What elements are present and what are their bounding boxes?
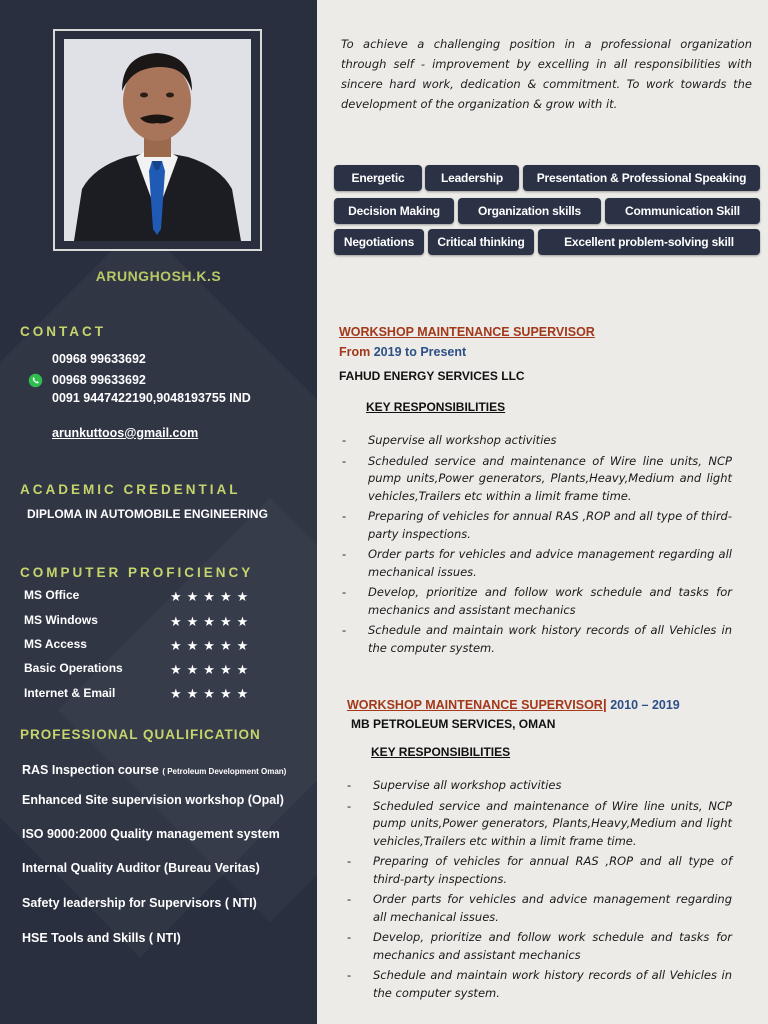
responsibility-item: - Order parts for vehicles and advice management regarding all mechanical issues. (347, 891, 732, 926)
skill-tag: Excellent problem-solving skill (538, 229, 760, 255)
qualification-item: ISO 9000:2000 Quality management system (22, 827, 280, 841)
responsibility-item: - Preparing of vehicles for annual RAS ,ROP and all type of third-party inspections. (347, 853, 732, 888)
skill-tag: Negotiations (334, 229, 424, 255)
responsibility-item: - Scheduled service and maintenance of Wire line units, NCP pump units,Power generators, Plants,Heavy,Medium and light vehicles,Trailers etc within a limit frame time. (342, 453, 732, 506)
job-title: WORKSHOP MAINTENANCE SUPERVISOR (339, 325, 595, 339)
professional-qualification-heading: PROFESSIONAL QUALIFICATION (20, 727, 261, 742)
career-objective: To achieve a challenging position in a professional organization through self - improvement by excelling in all responsibilities with sincere hard work, dedication & commitment. To work towards the development of the organization & grow with it. (341, 37, 752, 111)
profile-photo-frame (53, 29, 262, 251)
responsibility-item: - Scheduled service and maintenance of Wire line units, NCP pump units,Power generators, Plants,Heavy,Medium and light vehicles,Trailers etc within a limit frame time. (347, 798, 732, 851)
skill-label: MS Office (24, 588, 80, 602)
skill-tag: Presentation & Professional Speaking (523, 165, 760, 191)
key-responsibilities-heading: KEY RESPONSIBILITIES (371, 745, 511, 759)
academic-degree: DIPLOMA IN AUTOMOBILE ENGINEERING (27, 507, 268, 521)
candidate-name: ARUNGHOSH.K.S (95, 268, 222, 284)
skill-tag: Leadership (425, 165, 519, 191)
main-content (317, 0, 768, 1024)
skill-label: MS Windows (24, 613, 98, 627)
sidebar (0, 0, 317, 1024)
rating-stars: ★★★★★ (170, 638, 254, 653)
from-label: From (339, 345, 371, 359)
rating-stars: ★★★★★ (170, 662, 254, 677)
skill-tag: Energetic (334, 165, 422, 191)
skill-tag: Communication Skill (605, 198, 760, 224)
qualification-item: Enhanced Site supervision workshop (Opal) (22, 793, 284, 807)
job-dates (339, 345, 466, 359)
skill-label: Internet & Email (24, 686, 116, 700)
job-header (347, 696, 680, 712)
responsibility-item: - Schedule and maintain work history records of all Vehicles in the computer system. (347, 967, 732, 1002)
responsibility-item: - Supervise all workshop activities (342, 432, 732, 450)
qualification-item: Safety leadership for Supervisors ( NTI) (22, 896, 257, 910)
company-name: MB PETROLEUM SERVICES, OMAN (351, 717, 556, 731)
qualification-label: RAS Inspection course (22, 763, 163, 777)
computer-proficiency-heading: COMPUTER PROFICIENCY (20, 565, 254, 580)
phone-number: 00968 99633692 (52, 352, 146, 366)
from-year: 2019 (373, 345, 402, 359)
rating-stars: ★★★★★ (170, 686, 254, 701)
responsibility-item: - Supervise all workshop activities (347, 777, 732, 795)
skill-tag: Decision Making (334, 198, 454, 224)
qualification-item: HSE Tools and Skills ( NTI) (22, 931, 181, 945)
india-phone-numbers: 0091 9447422190,9048193755 IND (52, 391, 251, 405)
qualification-item: Internal Quality Auditor (Bureau Veritas) (22, 861, 260, 875)
qualification-note: ( Petroleum Development Oman) (162, 767, 287, 776)
separator: | (602, 696, 607, 712)
responsibility-item: - Schedule and maintain work history records of all Vehicles in the computer system. (342, 622, 732, 657)
whatsapp-icon (28, 373, 43, 388)
responsibility-list (347, 777, 732, 1005)
responsibility-item: - Preparing of vehicles for annual RAS ,ROP and all type of third-party inspections. (342, 508, 732, 543)
company-name: FAHUD ENERGY SERVICES LLC (339, 369, 525, 383)
whatsapp-number: 00968 99633692 (52, 373, 146, 387)
skill-label: Basic Operations (24, 661, 123, 675)
profile-photo (64, 39, 251, 241)
to-label: to (405, 345, 417, 359)
rating-stars: ★★★★★ (170, 589, 254, 604)
academic-heading: ACADEMIC CREDENTIAL (20, 482, 241, 497)
contact-heading: CONTACT (20, 324, 106, 339)
responsibility-item: - Order parts for vehicles and advice management regarding all mechanical issues. (342, 546, 732, 581)
job-years: 2010 – 2019 (610, 698, 680, 712)
person-portrait-icon (64, 39, 251, 241)
responsibility-item: - Develop, prioritize and follow work schedule and tasks for mechanics and assistant mechanics (347, 929, 732, 964)
qualification-item (22, 763, 286, 777)
skill-tag: Organization skills (458, 198, 601, 224)
key-responsibilities-heading: KEY RESPONSIBILITIES (366, 400, 506, 414)
rating-stars: ★★★★★ (170, 614, 254, 629)
skill-label: MS Access (24, 637, 87, 651)
job-title: WORKSHOP MAINTENANCE SUPERVISOR (347, 698, 603, 712)
skill-tag: Critical thinking (428, 229, 534, 255)
to-value: Present (420, 345, 467, 359)
email-link[interactable]: arunkuttoos@gmail.com (52, 426, 199, 440)
responsibility-list (342, 432, 732, 660)
responsibility-item: - Develop, prioritize and follow work schedule and tasks for mechanics and assistant mechanics (342, 584, 732, 619)
